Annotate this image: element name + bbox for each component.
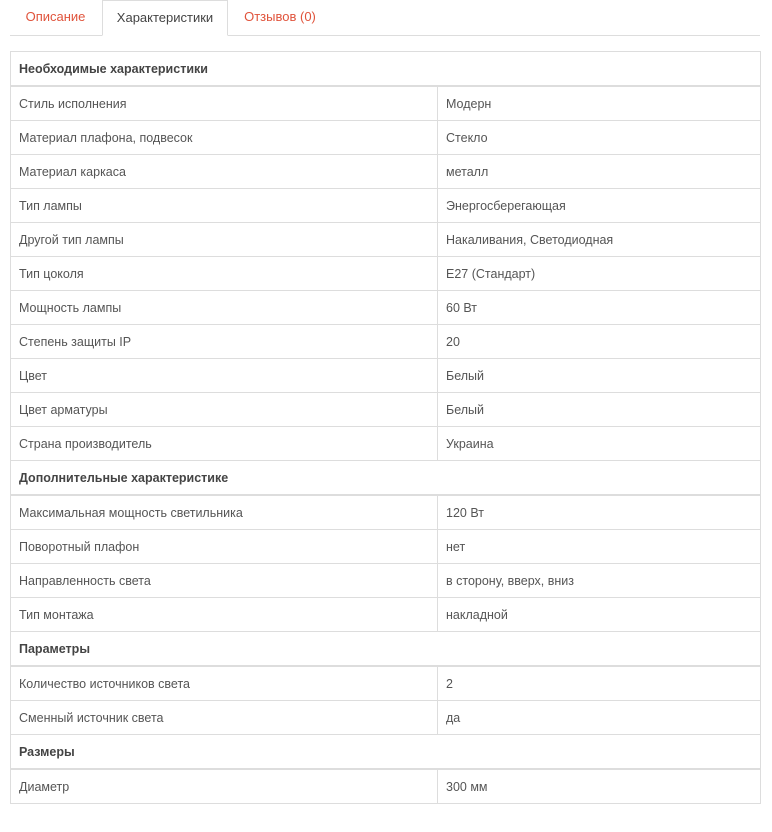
- spec-value: E27 (Стандарт): [438, 257, 761, 291]
- spec-value: Белый: [438, 359, 761, 393]
- spec-value: нет: [438, 530, 761, 564]
- spec-value: накладной: [438, 598, 761, 632]
- tab-specifications[interactable]: Характеристики: [102, 0, 228, 36]
- spec-name: Тип лампы: [11, 189, 438, 223]
- spec-value: да: [438, 701, 761, 735]
- table-row: [11, 598, 761, 632]
- spec-group-additional: [11, 461, 761, 632]
- spec-name: Сменный источник света: [11, 701, 438, 735]
- spec-name: Количество источников света: [11, 666, 438, 701]
- spec-name: Диаметр: [11, 769, 438, 804]
- table-row: [11, 121, 761, 155]
- table-row: [11, 223, 761, 257]
- table-row: [11, 530, 761, 564]
- spec-value: Стекло: [438, 121, 761, 155]
- spec-value: металл: [438, 155, 761, 189]
- table-row: [11, 86, 761, 121]
- spec-value: 120 Вт: [438, 495, 761, 530]
- table-row: [11, 325, 761, 359]
- spec-value: Белый: [438, 393, 761, 427]
- spec-value: Украина: [438, 427, 761, 461]
- spec-name: Мощность лампы: [11, 291, 438, 325]
- table-row: [11, 155, 761, 189]
- spec-value: 300 мм: [438, 769, 761, 804]
- spec-name: Поворотный плафон: [11, 530, 438, 564]
- spec-name: Материал плафона, подвесок: [11, 121, 438, 155]
- table-row: [11, 427, 761, 461]
- spec-name: Направленность света: [11, 564, 438, 598]
- spec-name: Тип цоколя: [11, 257, 438, 291]
- table-row: [11, 564, 761, 598]
- spec-value: 60 Вт: [438, 291, 761, 325]
- product-tabs: [10, 0, 760, 36]
- spec-name: Тип монтажа: [11, 598, 438, 632]
- spec-name: Другой тип лампы: [11, 223, 438, 257]
- table-row: [11, 359, 761, 393]
- tab-description[interactable]: Описание: [25, 9, 86, 24]
- spec-value: Энергосберегающая: [438, 189, 761, 223]
- spec-group-parameters: [11, 632, 761, 735]
- spec-group-title: Параметры: [11, 632, 761, 667]
- spec-name: Максимальная мощность светильника: [11, 495, 438, 530]
- spec-name: Цвет: [11, 359, 438, 393]
- spec-name: Цвет арматуры: [11, 393, 438, 427]
- spec-group-required: [11, 52, 761, 461]
- table-row: [11, 666, 761, 701]
- spec-group-title: Дополнительные характеристике: [11, 461, 761, 496]
- spec-name: Стиль исполнения: [11, 86, 438, 121]
- table-row: [11, 393, 761, 427]
- spec-group-title: Размеры: [11, 735, 761, 770]
- spec-group-title: Необходимые характеристики: [11, 52, 761, 87]
- spec-group-dimensions: [11, 735, 761, 804]
- table-row: [11, 769, 761, 804]
- table-row: [11, 189, 761, 223]
- spec-name: Материал каркаса: [11, 155, 438, 189]
- spec-value: Накаливания, Светодиодная: [438, 223, 761, 257]
- spec-name: Страна производитель: [11, 427, 438, 461]
- spec-value: Модерн: [438, 86, 761, 121]
- spec-value: 20: [438, 325, 761, 359]
- spec-name: Степень защиты IP: [11, 325, 438, 359]
- tab-reviews[interactable]: Отзывов (0): [244, 9, 316, 24]
- spec-value: в сторону, вверх, вниз: [438, 564, 761, 598]
- table-row: [11, 257, 761, 291]
- table-row: [11, 291, 761, 325]
- table-row: [11, 701, 761, 735]
- specifications-table: [10, 51, 761, 804]
- spec-value: 2: [438, 666, 761, 701]
- table-row: [11, 495, 761, 530]
